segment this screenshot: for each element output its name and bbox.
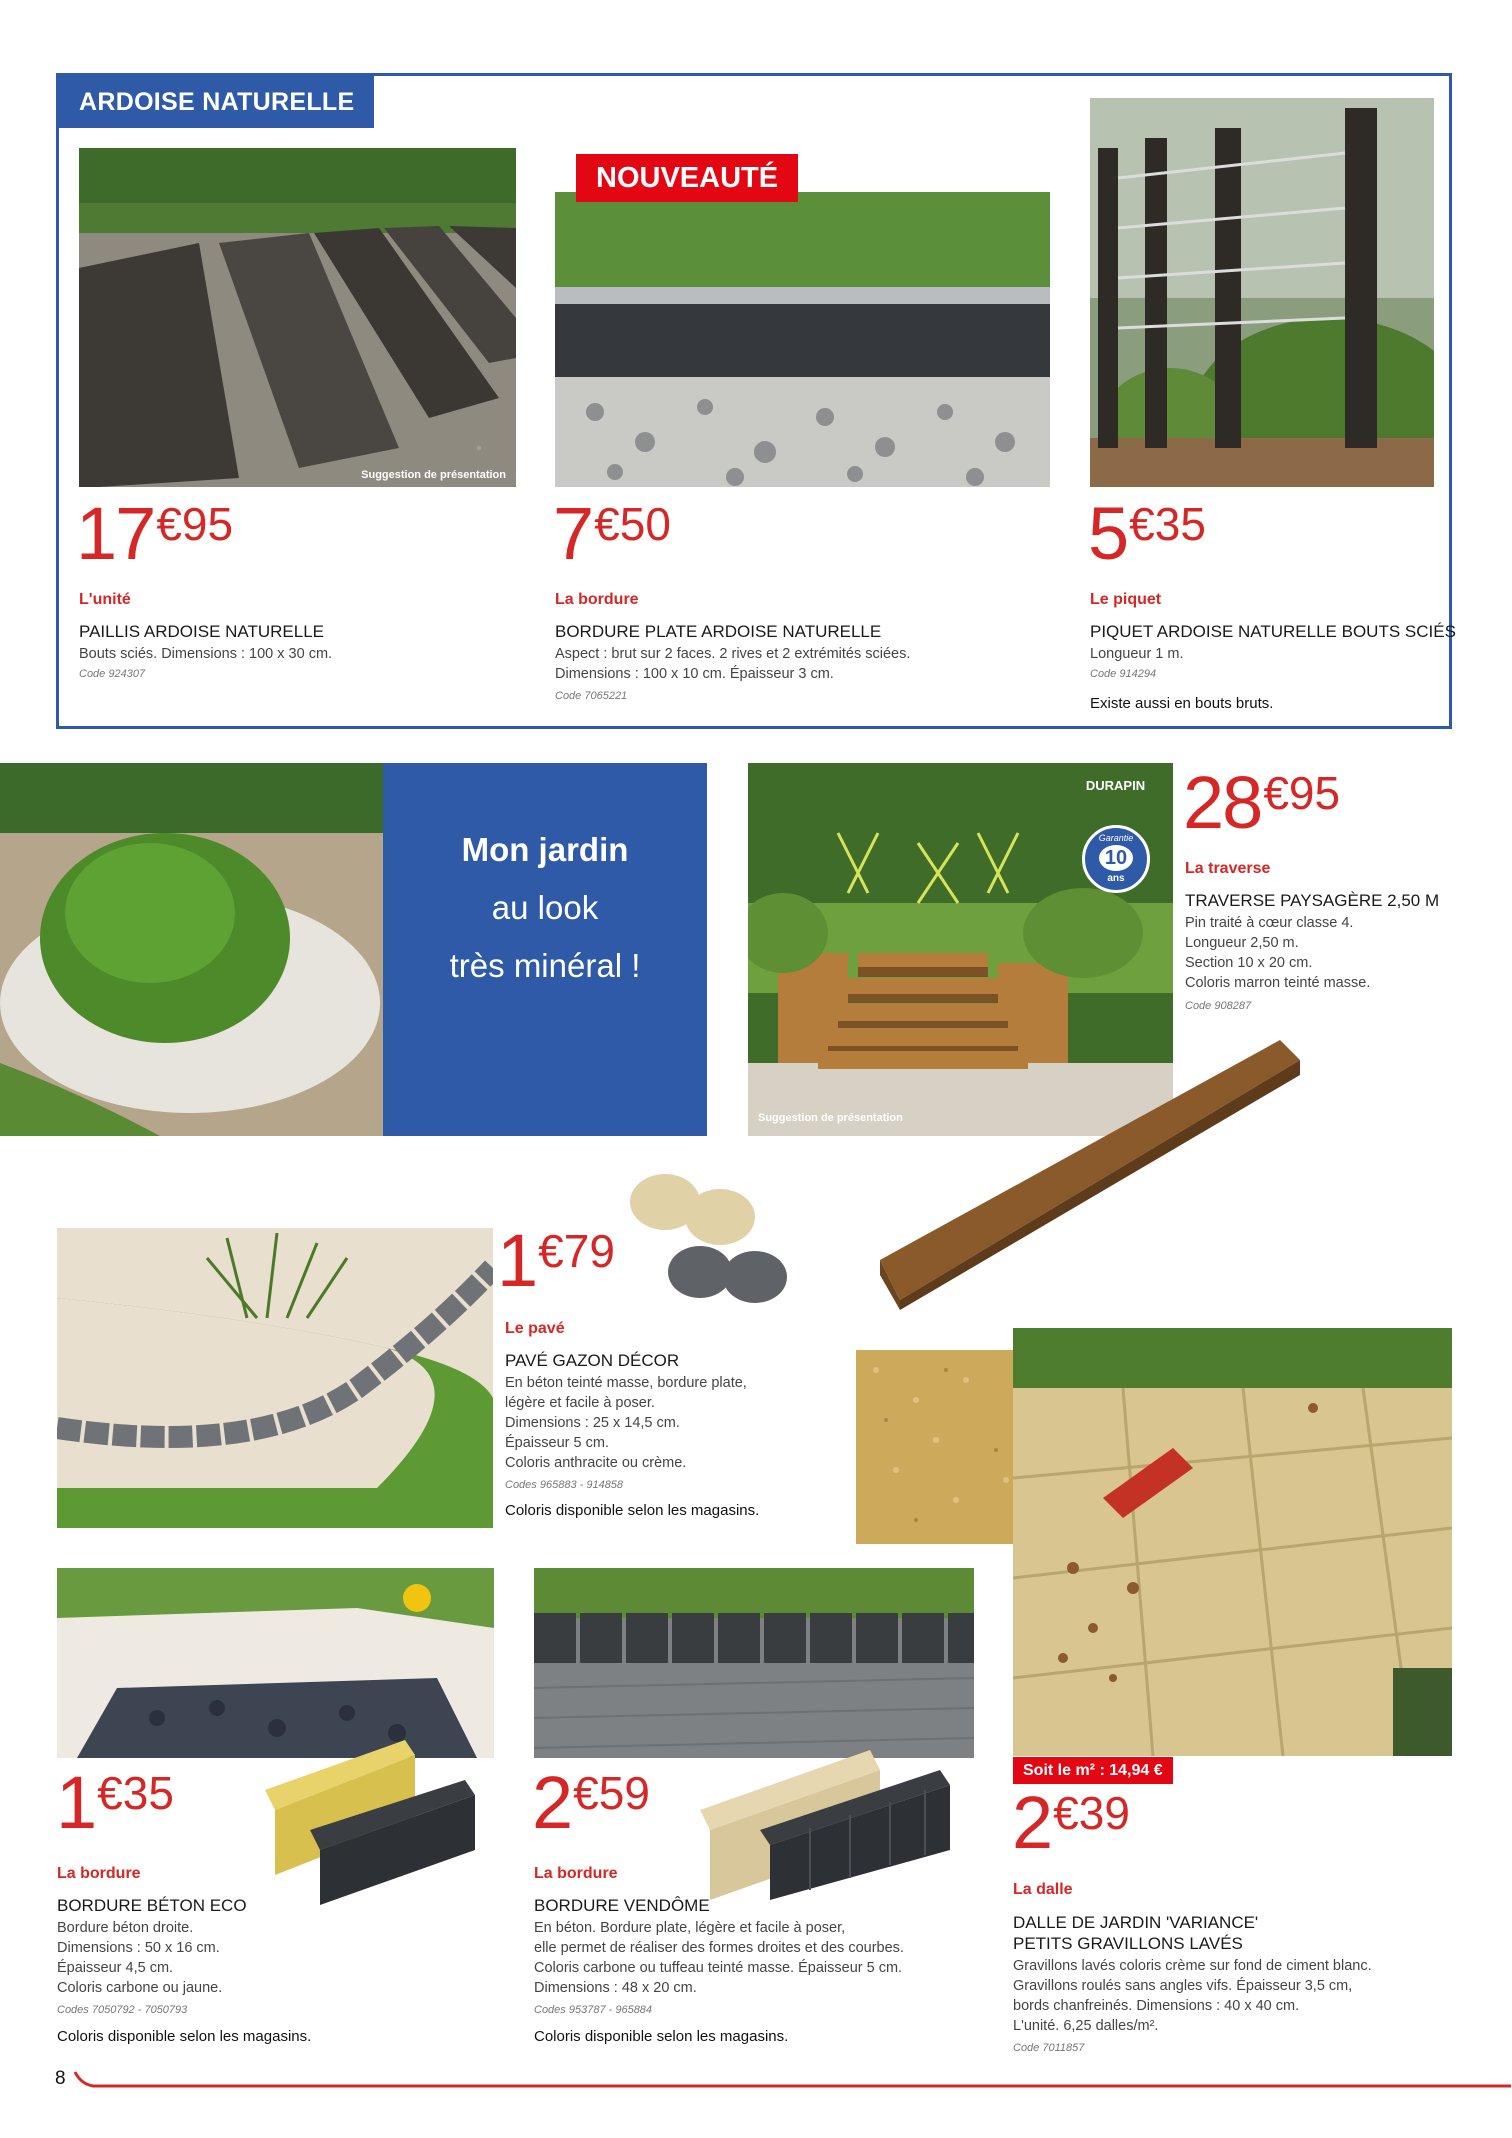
unit-piquet: Le piquet (1090, 591, 1162, 608)
note-bordure-vendome: Coloris disponible selon les magasins. (534, 2028, 789, 2045)
shrub-photo (0, 763, 384, 1136)
pave-gazon-product-image (620, 1162, 790, 1312)
desc-bordure-vendome: En béton. Bordure plate, légère et facile à poser, elle permet de réaliser des formes droites et des courbes. Coloris carbone ou tuffeau teinté masse. Épaisseur 5 cm. Dimensions : 48 x 20 cm. (534, 1920, 904, 1996)
promo-line-1: Mon jardin (461, 831, 629, 868)
bordure-vendome-product-image (700, 1720, 960, 1900)
garantie-unit: ans (1107, 873, 1125, 884)
name-dalle: DALLE DE JARDIN 'VARIANCE' PETITS GRAVILLONS LAVÉS (1013, 1913, 1259, 1953)
code-bordure-eco: Codes 7050792 - 7050793 (57, 2004, 188, 2016)
pave-gazon-photo (57, 1228, 493, 1528)
promo-line-2: au look (491, 889, 599, 926)
photo-caption-traverse: Suggestion de présentation (758, 1112, 903, 1124)
price-paillis: 17€95 (76, 492, 234, 575)
desc-dalle: Gravillons lavés coloris crème sur fond de ciment blanc. Gravillons roulés sans angles vifs. Épaisseur 3,5 cm, bords chanfreinés. Dimensions : 40 x 40 cm. L'unité. 6,25 dalles/m². (1013, 1958, 1372, 2034)
name-piquet: PIQUET ARDOISE NATURELLE BOUTS SCIÉS (1090, 622, 1456, 641)
code-traverse: Code 908287 (1185, 1000, 1252, 1012)
code-bordure-vendome: Codes 953787 - 965884 (534, 2004, 653, 2016)
bordure-eco-product-image (265, 1720, 475, 1910)
note-pave-gazon: Coloris disponible selon les magasins. (505, 1502, 760, 1519)
price-bordure-eco: 1€35 (56, 1761, 174, 1844)
piquet-photo (1090, 98, 1434, 487)
bordure-plate-photo (555, 192, 1050, 487)
footer-rule (73, 2070, 1512, 2094)
code-paillis: Code 924307 (79, 668, 146, 680)
desc-piquet: Longueur 1 m. (1090, 646, 1184, 662)
desc-bordure-plate: Aspect : brut sur 2 faces. 2 rives et 2 extrémités sciées. Dimensions : 100 x 10 cm. Épaisseur 3 cm. (555, 646, 911, 682)
code-piquet: Code 914294 (1090, 668, 1157, 680)
code-bordure-plate: Code 7065221 (555, 690, 628, 702)
desc-bordure-eco: Bordure béton droite. Dimensions : 50 x 16 cm. Épaisseur 4,5 cm. Coloris carbone ou jaune. (57, 1920, 223, 1996)
garantie-seal (1082, 825, 1150, 893)
unit-traverse: La traverse (1185, 860, 1271, 877)
name-bordure-eco: BORDURE BÉTON ECO (57, 1896, 247, 1915)
section-tag: ARDOISE NATURELLE (59, 76, 374, 128)
garantie-label: Garantie (1098, 833, 1134, 843)
price-traverse: 28€95 (1183, 761, 1341, 844)
dalle-terrace-photo (1013, 1328, 1452, 1756)
unit-paillis: L'unité (79, 591, 131, 608)
unit-bordure-plate: La bordure (555, 591, 639, 608)
price-pave-gazon: 1€79 (497, 1219, 615, 1302)
traverse-product-image (880, 1030, 1300, 1310)
name-pave-gazon: PAVÉ GAZON DÉCOR (505, 1351, 680, 1370)
price-bordure-vendome: 2€59 (532, 1761, 650, 1844)
price-dalle: 2€39 (1012, 1781, 1130, 1864)
unit-bordure-eco: La bordure (57, 1865, 141, 1882)
per-m2-badge: Soit le m² : 14,94 € (1013, 1757, 1173, 1784)
unit-dalle: La dalle (1013, 1881, 1073, 1898)
promo-panel (383, 763, 707, 1136)
unit-pave-gazon: Le pavé (505, 1320, 565, 1337)
name-bordure-plate: BORDURE PLATE ARDOISE NATURELLE (555, 622, 882, 641)
desc-traverse: Pin traité à cœur classe 4. Longueur 2,50 m. Section 10 x 20 cm. Coloris marron teinté masse. (1185, 915, 1371, 991)
promo-line-3: très minéral ! (449, 947, 641, 984)
note-bordure-eco: Coloris disponible selon les magasins. (57, 2028, 312, 2045)
price-piquet: 5€35 (1088, 492, 1206, 575)
durapin-logo: DURAPIN (1085, 778, 1146, 793)
name-paillis: PAILLIS ARDOISE NATURELLE (79, 622, 325, 641)
name-traverse: TRAVERSE PAYSAGÈRE 2,50 M (1185, 891, 1440, 910)
name-bordure-vendome: BORDURE VENDÔME (534, 1896, 710, 1915)
code-pave-gazon: Codes 965883 - 914858 (505, 1479, 624, 1491)
page-number: 8 (55, 2068, 66, 2089)
photo-caption: Suggestion de présentation (361, 469, 506, 481)
nouveaute-badge: NOUVEAUTÉ (576, 154, 798, 202)
unit-bordure-vendome: La bordure (534, 1865, 618, 1882)
desc-paillis: Bouts sciés. Dimensions : 100 x 30 cm. (79, 646, 333, 662)
garantie-years: 10 (1099, 845, 1133, 871)
note-piquet: Existe aussi en bouts bruts. (1090, 695, 1274, 712)
price-bordure-plate: 7€50 (553, 492, 671, 575)
desc-pave-gazon: En béton teinté masse, bordure plate, légère et facile à poser. Dimensions : 25 x 14,5 cm. Épaisseur 5 cm. Coloris anthracite ou crème. (505, 1375, 747, 1471)
code-dalle: Code 7011857 (1013, 2042, 1085, 2054)
paillis-photo (79, 148, 516, 487)
